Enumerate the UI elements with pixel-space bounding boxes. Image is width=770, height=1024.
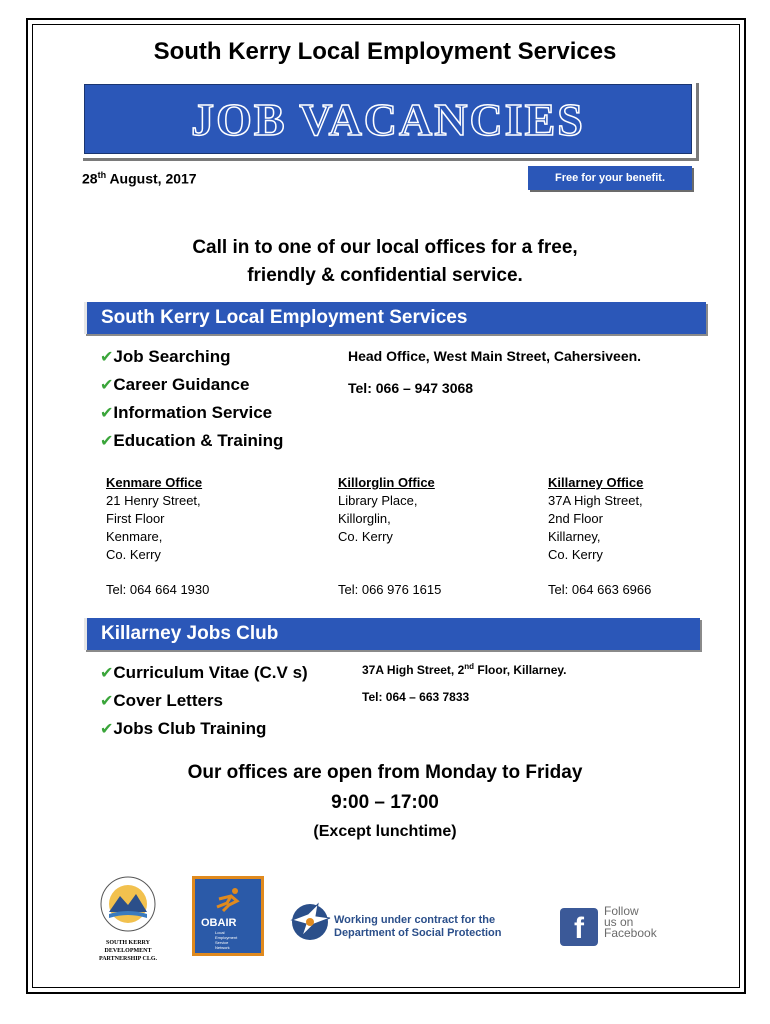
intro-text: Call in to one of our local offices for a free, friendly & confidential service.: [192, 237, 578, 286]
hours-line1: Our offices are open from Monday to Friday: [187, 762, 583, 783]
free-badge: Free for your benefit.: [528, 166, 692, 190]
list-item: ✔Jobs Club Training: [100, 719, 267, 738]
hours-line3: (Except lunchtime): [313, 823, 457, 840]
dsp-emblem-icon: [288, 898, 334, 944]
hours-line2: 9:00 – 17:00: [331, 792, 439, 813]
office-killarney-tel: Tel: 064 663 6966: [548, 582, 652, 597]
check-icon: ✔: [100, 405, 114, 422]
office-killorglin-tel: Tel: 066 976 1615: [338, 582, 442, 597]
list-item: ✔Cover Letters: [100, 691, 224, 710]
jobs-club-address: 37A High Street, 2nd Floor, Killarney.: [362, 662, 567, 677]
jobs-club-services-list: [100, 659, 308, 743]
head-office-tel: Tel: 066 – 947 3068: [348, 380, 474, 396]
facebook-icon: f: [560, 908, 598, 946]
jobs-club-tel: Tel: 064 – 663 7833: [362, 690, 470, 704]
list-item: ✔Information Service: [100, 403, 273, 422]
skdp-logo: SOUTH KERRY DEVELOPMENT PARTNERSHIP CLG.: [82, 872, 174, 958]
lees-services-list: [100, 343, 283, 455]
check-icon: ✔: [100, 665, 114, 682]
obair-logo: OBAIR Local Employment Service Network: [192, 876, 264, 956]
check-icon: ✔: [100, 721, 114, 738]
dsp-logo: Working under contract for the Department of Social Protection: [288, 898, 538, 946]
list-item: ✔Job Searching: [100, 347, 231, 366]
banner-text: JOB VACANCIES: [191, 93, 585, 145]
section-heading-jobs-club: Killarney Jobs Club: [84, 618, 700, 650]
runner-icon: [209, 887, 249, 913]
office-kenmare-tel: Tel: 064 664 1930: [106, 582, 210, 597]
job-vacancies-banner: [80, 80, 696, 158]
office-killarney: Killarney Office 37A High Street, 2nd Floor Killarney, Co. Kerry: [548, 475, 644, 562]
office-killorglin: Killorglin Office Library Place, Killorglin, Co. Kerry: [338, 475, 435, 544]
check-icon: ✔: [100, 377, 114, 394]
office-kenmare: Kenmare Office 21 Henry Street, First Floor Kenmare, Co. Kerry: [106, 475, 203, 562]
list-item: ✔Curriculum Vitae (C.V s): [100, 663, 308, 682]
list-item: ✔Education & Training: [100, 431, 284, 450]
check-icon: ✔: [100, 433, 114, 450]
check-icon: ✔: [100, 693, 114, 710]
skdp-emblem-icon: [82, 872, 174, 934]
section-heading-lees: South Kerry Local Employment Services: [84, 302, 706, 334]
facebook-link[interactable]: f Follow us on Facebook: [560, 906, 672, 950]
date: 28th August, 2017: [82, 170, 197, 187]
page-title: South Kerry Local Employment Services: [153, 38, 617, 65]
list-item: ✔Career Guidance: [100, 375, 250, 394]
check-icon: ✔: [100, 349, 114, 366]
head-office-address: Head Office, West Main Street, Cahersiveen.: [348, 348, 642, 364]
